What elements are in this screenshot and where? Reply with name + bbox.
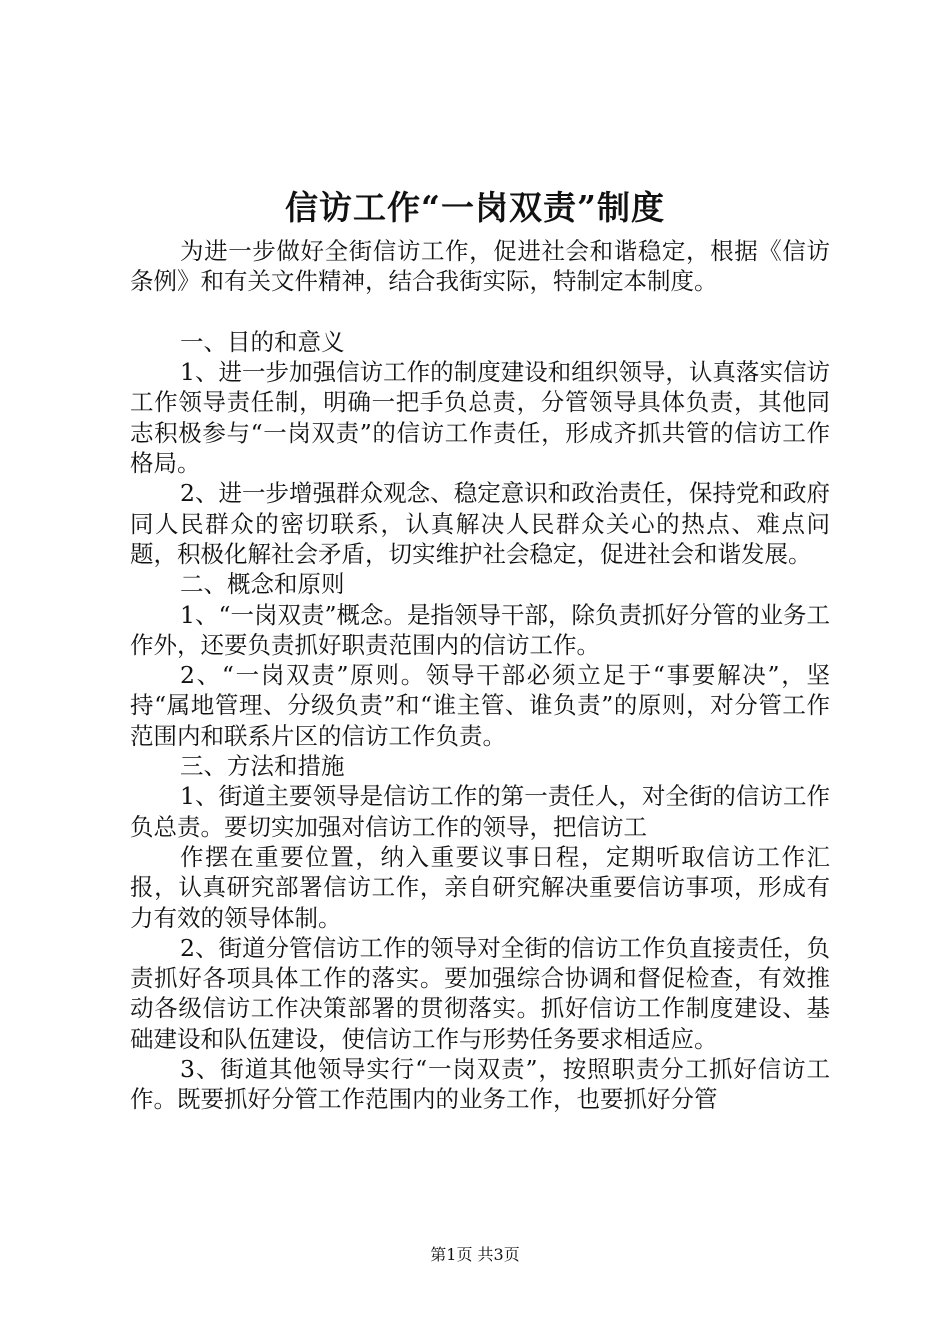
section-heading-principles: 二、概念和原则: [180, 570, 345, 599]
purpose-item-1: 1、进一步加强信访工作的制度建设和组织领导，认真落实信访工作领导责任制，明确一把手负总责，分管领导具体负责，其他同志积极参与“一岗双责”的信访工作责任，形成齐抓共管的信访工作格局。: [130, 358, 830, 478]
measures-item-1-continued: 作摆在重要位置，纳入重要议事日程，定期听取信访工作汇报，认真研究部署信访工作，亲自研究解决重要信访事项，形成有力有效的领导体制。: [130, 842, 830, 932]
section-heading-purpose: 一、目的和意义: [180, 327, 345, 356]
section-heading-measures: 三、方法和措施: [180, 752, 345, 781]
measures-item-2: 2、街道分管信访工作的领导对全街的信访工作负直接责任，负责抓好各项具体工作的落实。要加强综合协调和督促检查，有效推动各级信访工作决策部署的贯彻落实。抓好信访工作制度建设、基础建设和队伍建设，使信访工作与形势任务要求相适应。: [130, 933, 830, 1053]
page-footer: 第1页 共3页: [430, 1245, 520, 1264]
intro-paragraph: 为进一步做好全街信访工作，促进社会和谐稳定，根据《信访条例》和有关文件精神，结合我街实际，特制定本制度。: [130, 237, 830, 296]
principles-item-1: 1、“一岗双责”概念。是指领导干部，除负责抓好分管的业务工作外，还要负责抓好职责范围内的信访工作。: [130, 600, 830, 659]
measures-item-3: 3、街道其他领导实行“一岗双责”，按照职责分工抓好信访工作。既要抓好分管工作范围内的业务工作，也要抓好分管: [130, 1055, 830, 1114]
document-title: 信访工作“一岗双责”制度: [285, 188, 665, 227]
paragraph-spacer: [130, 297, 830, 327]
measures-item-1: 1、街道主要领导是信访工作的第一责任人，对全街的信访工作负总责。要切实加强对信访工作的领导，把信访工: [130, 782, 830, 841]
document-body: [130, 236, 830, 1115]
purpose-item-2: 2、进一步增强群众观念、稳定意识和政治责任，保持党和政府同人民群众的密切联系，认真解决人民群众关心的热点、难点问题，积极化解社会矛盾，切实维护社会稳定，促进社会和谐发展。: [130, 479, 830, 568]
principles-item-2: 2、“一岗双责”原则。领导干部必须立足于“事要解决”，坚持“属地管理、分级负责”和“谁主管、谁负责”的原则，对分管工作范围内和联系片区的信访工作负责。: [130, 661, 830, 750]
